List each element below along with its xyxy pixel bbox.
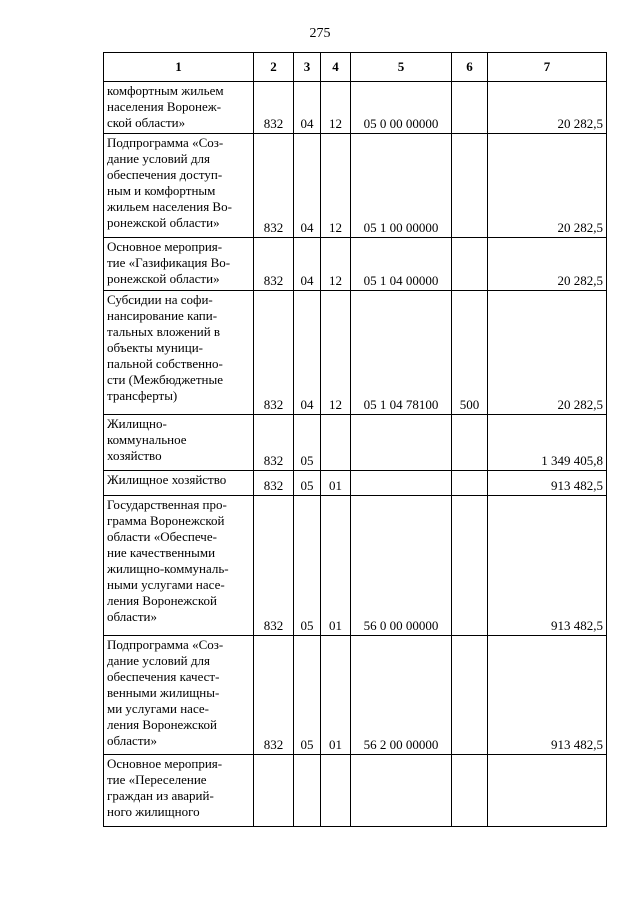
cell-col-4 [321,755,351,827]
cell-col-2: 832 [254,82,294,134]
cell-col-4: 12 [321,82,351,134]
row-name-cell [104,471,254,496]
cell-col-7: 20 282,5 [488,134,607,238]
cell-col-5: 56 0 00 00000 [351,496,452,636]
cell-col-5: 56 2 00 00000 [351,636,452,755]
row-name-cell [104,82,254,134]
cell-col-6 [452,415,488,471]
col-header-6: 6 [452,53,488,82]
cell-col-7: 1 349 405,8 [488,415,607,471]
cell-col-2: 832 [254,471,294,496]
cell-col-5 [351,471,452,496]
col-header-5: 5 [351,53,452,82]
cell-col-4: 01 [321,471,351,496]
cell-col-2: 832 [254,636,294,755]
cell-col-7: 913 482,5 [488,496,607,636]
cell-col-6 [452,471,488,496]
table-row [104,636,607,755]
table-row [104,134,607,238]
table-row [104,415,607,471]
cell-col-2: 832 [254,496,294,636]
cell-col-4: 12 [321,134,351,238]
cell-col-6 [452,238,488,291]
cell-col-7: 20 282,5 [488,291,607,415]
cell-col-3 [294,755,321,827]
row-name-cell [104,496,254,636]
cell-col-3: 04 [294,134,321,238]
row-name: Государственная про- грамма Воронежской области «Обеспече- ние качественными жилищно-коммуналь- ными услугами насе- ления Воронежской области» [107,497,229,624]
col-header-4: 4 [321,53,351,82]
cell-col-4: 12 [321,291,351,415]
cell-col-7: 20 282,5 [488,238,607,291]
cell-col-2: 832 [254,134,294,238]
cell-col-4: 12 [321,238,351,291]
cell-col-3: 04 [294,291,321,415]
col-header-7: 7 [488,53,607,82]
table-header-row [104,53,607,82]
cell-col-7: 20 282,5 [488,82,607,134]
row-name: комфортным жильем населения Воронеж- ской области» [107,83,224,130]
cell-col-4: 01 [321,496,351,636]
cell-col-5 [351,755,452,827]
cell-col-3: 04 [294,82,321,134]
cell-col-3: 05 [294,415,321,471]
table-row [104,496,607,636]
table-row [104,471,607,496]
row-name: Основное мероприя- тие «Переселение граждан из аварий- ного жилищного [107,756,223,819]
cell-col-2: 832 [254,238,294,291]
table-row [104,238,607,291]
cell-col-6 [452,755,488,827]
row-name: Основное мероприя- тие «Газификация Во- ронежской области» [107,239,231,286]
cell-col-5: 05 0 00 00000 [351,82,452,134]
row-name-cell [104,636,254,755]
col-header-1: 1 [104,53,254,82]
cell-col-3: 05 [294,496,321,636]
row-name: Подпрограмма «Соз- дание условий для обеспечения качест- венными жилищны- ми услугами насе- ления Воронежской области» [107,637,224,748]
table-row [104,82,607,134]
table-row [104,755,607,827]
cell-col-5 [351,415,452,471]
row-name-cell [104,291,254,415]
cell-col-3: 04 [294,238,321,291]
row-name: Жилищное хозяйство [107,472,227,487]
cell-col-3: 05 [294,471,321,496]
budget-table [103,52,607,827]
cell-col-2: 832 [254,415,294,471]
col-header-2: 2 [254,53,294,82]
cell-col-6 [452,636,488,755]
cell-col-7 [488,755,607,827]
row-name-cell [104,238,254,291]
cell-col-5: 05 1 04 78100 [351,291,452,415]
row-name-cell [104,415,254,471]
cell-col-4 [321,415,351,471]
row-name: Субсидии на софи- нансирование капи- тальных вложений в объекты муници- пальной собственно- сти (Межбюджетные трансферты) [107,292,223,403]
cell-col-2 [254,755,294,827]
cell-col-2: 832 [254,291,294,415]
cell-col-4: 01 [321,636,351,755]
col-header-3: 3 [294,53,321,82]
cell-col-7: 913 482,5 [488,636,607,755]
cell-col-6: 500 [452,291,488,415]
cell-col-6 [452,82,488,134]
table-row [104,291,607,415]
cell-col-5: 05 1 04 00000 [351,238,452,291]
page-number: 275 [309,26,331,41]
cell-col-5: 05 1 00 00000 [351,134,452,238]
cell-col-3: 05 [294,636,321,755]
row-name: Подпрограмма «Соз- дание условий для обеспечения доступ- ным и комфортным жильем населения Во- ронежской области» [107,135,232,230]
cell-col-7: 913 482,5 [488,471,607,496]
row-name: Жилищно- коммунальное хозяйство [107,416,187,463]
row-name-cell [104,134,254,238]
cell-col-6 [452,496,488,636]
row-name-cell [104,755,254,827]
cell-col-6 [452,134,488,238]
